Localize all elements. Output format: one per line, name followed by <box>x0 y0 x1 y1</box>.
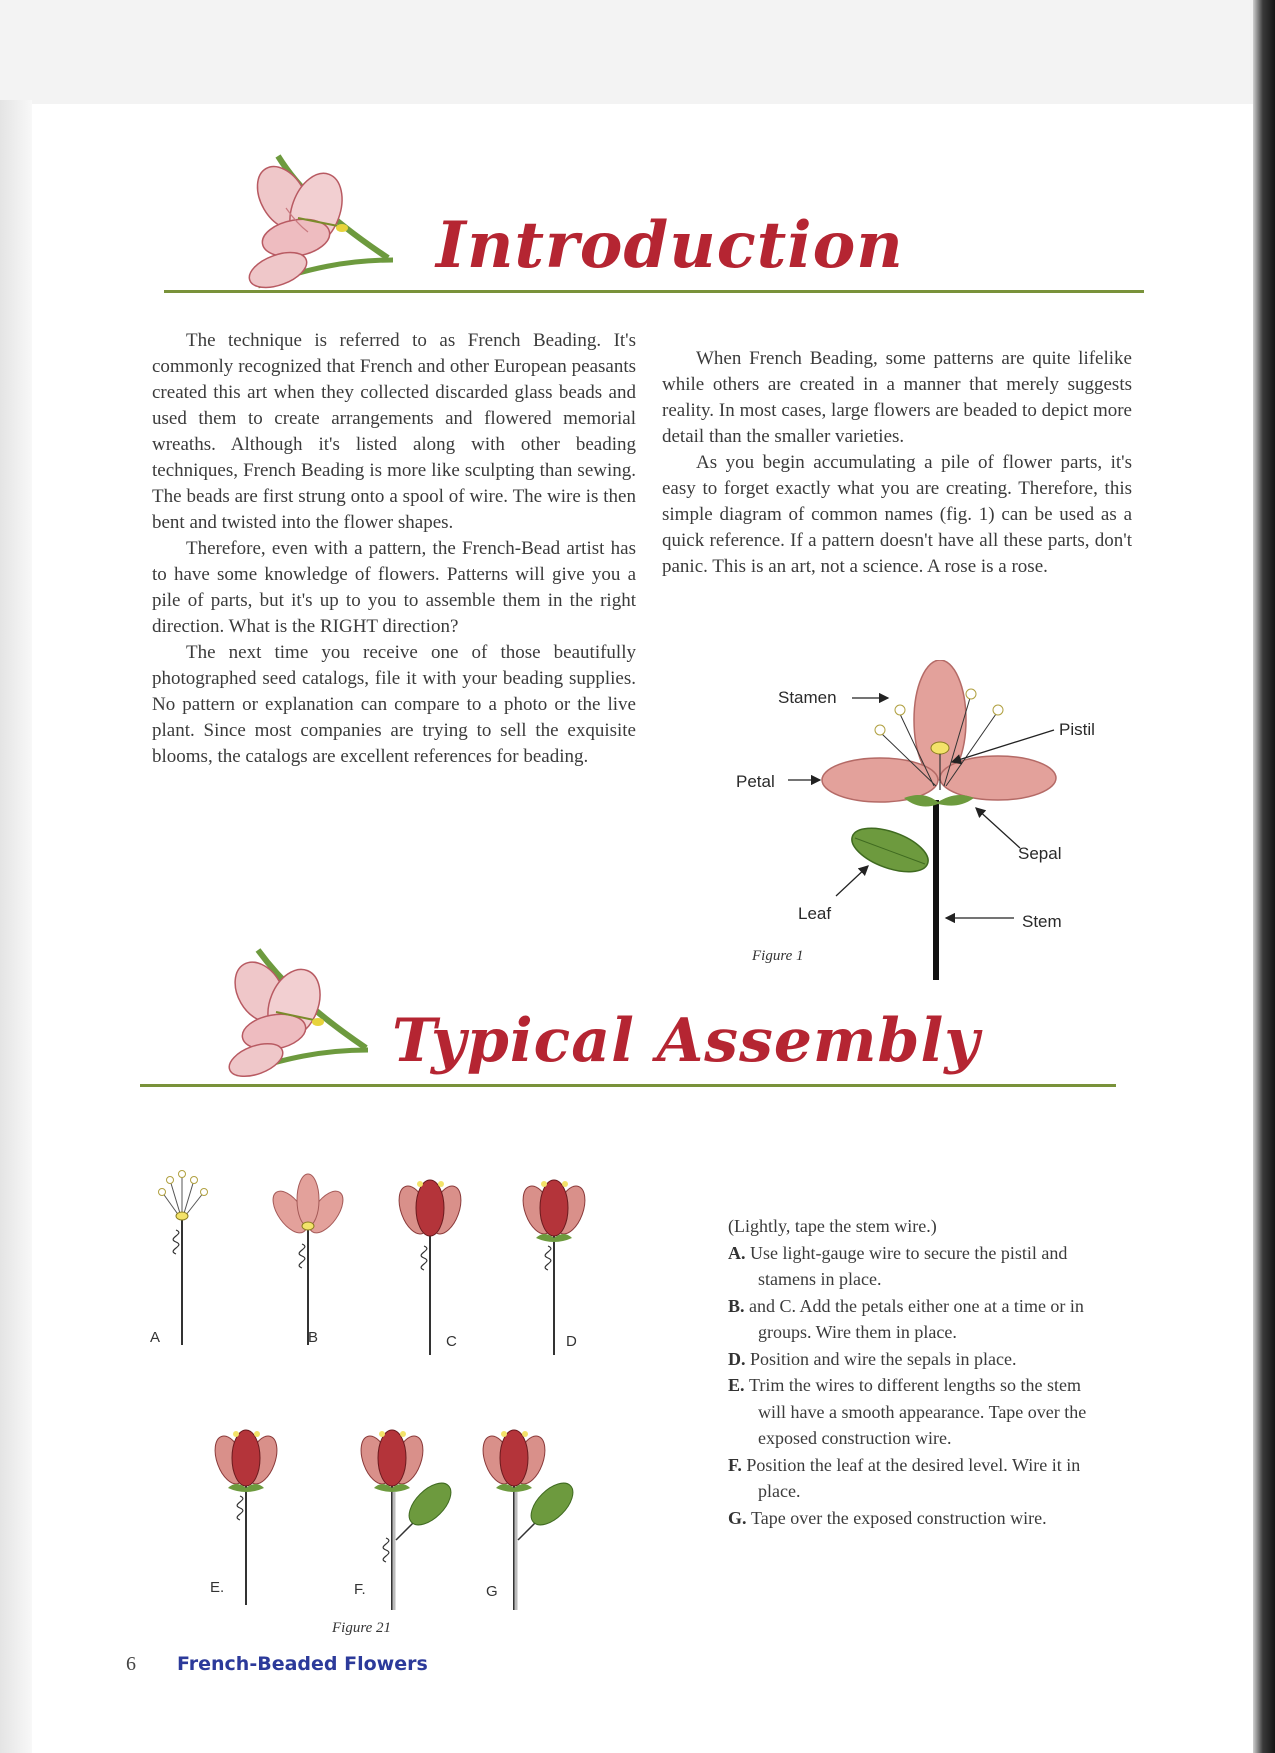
assembly-step <box>728 1505 1108 1532</box>
step-key: A. <box>728 1242 750 1263</box>
stamen-tip <box>522 1431 528 1437</box>
stamen-tip <box>167 1177 174 1184</box>
figure-21-caption: Figure 21 <box>332 1620 392 1636</box>
leaf-shape <box>402 1476 459 1533</box>
intro-paragraph-2: Therefore, even with a pattern, the French-Bead artist has to have some knowledge of flowers. Patterns will give you a pile of parts, but it's up to you to assemble them in the right direction. What is the RIGHT direction? <box>152 538 636 637</box>
stage-label: G <box>486 1583 498 1600</box>
intro-paragraph-4: When French Beading, some patterns are quite lifelike while others are created in a manner that merely suggests reality. In most cases, large flowers are beaded to depict more detail than the smaller varieties. <box>662 348 1132 447</box>
stage-label: B <box>308 1329 319 1346</box>
petal-shape-right <box>940 756 1056 800</box>
step-key: B. <box>728 1295 750 1316</box>
petal-shape <box>416 1180 444 1236</box>
step-text: Tape over the exposed construction wire. <box>751 1507 1047 1528</box>
label-stamen: Stamen <box>778 688 837 707</box>
stamen-tip <box>201 1189 208 1196</box>
step-key: G. <box>728 1507 752 1528</box>
assembly-step <box>728 1346 1108 1373</box>
wire-wrap <box>545 1246 551 1270</box>
stage-label: F. <box>354 1581 366 1598</box>
stamen-tip <box>895 705 905 715</box>
assembly-step <box>728 1452 1108 1505</box>
introduction-rule <box>164 290 1144 293</box>
lily-ornament-icon <box>238 148 398 296</box>
label-leaf: Leaf <box>798 904 832 923</box>
petal-shape <box>540 1180 568 1236</box>
petal-shape <box>378 1430 406 1486</box>
book-title: French-Beaded Flowers <box>177 1653 428 1675</box>
intro-left-column <box>152 328 636 770</box>
stamen-tip <box>501 1431 507 1437</box>
stamen-tip <box>379 1431 385 1437</box>
wire-wrap <box>173 1230 179 1254</box>
pistil-shape <box>176 1212 188 1220</box>
petal-shape <box>297 1174 319 1226</box>
wire-wrap <box>383 1538 389 1562</box>
scan-border-left <box>0 100 32 1753</box>
steps-intro: (Lightly, tape the stem wire.) <box>728 1216 937 1236</box>
stamen-tip <box>191 1177 198 1184</box>
assembly-rule <box>140 1084 1116 1087</box>
pistil-shape <box>302 1222 314 1230</box>
step-text: Use light-gauge wire to secure the pistil and stamens in place. <box>750 1242 1068 1289</box>
petal-shape <box>500 1430 528 1486</box>
intro-right-column <box>662 346 1132 580</box>
scan-border-right <box>1253 0 1275 1753</box>
figure-1-caption: Figure 1 <box>752 948 804 964</box>
step-text: Trim the wires to different lengths so the stem will have a smooth appearance. Tape over the exposed construction wire. <box>749 1375 1087 1448</box>
stamen-tip <box>541 1181 547 1187</box>
stamen-tip <box>254 1431 260 1437</box>
step-text: Position and wire the sepals in place. <box>750 1348 1017 1369</box>
leaf-shape <box>524 1476 581 1533</box>
wire-wrap <box>421 1246 427 1270</box>
stage-label: C <box>446 1333 457 1350</box>
stem-shape <box>933 800 939 980</box>
stage-label: A <box>150 1329 161 1346</box>
label-sepal: Sepal <box>1018 844 1062 863</box>
wire-wrap <box>237 1496 243 1520</box>
introduction-title: Introduction <box>436 208 904 283</box>
step-key: F. <box>728 1454 747 1475</box>
intro-paragraph-1: The technique is referred to as French Beading. It's commonly recognized that French and other European peasants created this art when they collected discarded glass beads and used them to create arrangements and flowered memorial wreaths. Although it's listed along with other beading techniques, French Beading is more like sculpting than sewing. The beads are first strung onto a spool of wire. The wire is then bent and twisted into the flower shapes. <box>152 330 636 533</box>
assembly-step <box>728 1372 1108 1452</box>
assembly-stages-diagram <box>140 1120 660 1620</box>
label-pistil: Pistil <box>1059 720 1095 739</box>
stamen-tip <box>159 1189 166 1196</box>
intro-paragraph-5: As you begin accumulating a pile of flower parts, it's easy to forget exactly what you are creating. Therefore, this simple diagram of common names (fig. 1) can be used as a quick reference. If a pattern doesn't have all these parts, don't panic. This is an art, not a science. A rose is a rose. <box>662 452 1132 577</box>
step-key: D. <box>728 1348 750 1369</box>
pistil-shape <box>931 742 949 754</box>
stamen-tip <box>966 689 976 699</box>
steps-list <box>728 1240 1108 1532</box>
wire-wrap <box>299 1244 305 1268</box>
stamen-tip <box>400 1431 406 1437</box>
label-petal: Petal <box>736 772 775 791</box>
assembly-step <box>728 1240 1108 1293</box>
stamen-tip <box>875 725 885 735</box>
petal-shape <box>232 1430 260 1486</box>
stamen-tip <box>993 705 1003 715</box>
scan-border-top <box>0 0 1275 108</box>
label-stem: Stem <box>1022 912 1062 931</box>
stamen-tip <box>417 1181 423 1187</box>
assembly-step <box>728 1293 1108 1346</box>
assembly-title: Typical Assembly <box>392 1006 981 1076</box>
lily-ornament-icon <box>218 944 368 1084</box>
step-text: Position the leaf at the desired level. Wire it in place. <box>746 1454 1081 1501</box>
intro-paragraph-3: The next time you receive one of those beautifully photographed seed catalogs, file it with your beading supplies. No pattern or explanation can compare to a photo or the live plant. Since most companies are trying to sell the exquisite blooms, the catalogs are excellent references for beading. <box>152 642 636 767</box>
step-text: and C. Add the petals either one at a time or in groups. Wire them in place. <box>749 1295 1084 1342</box>
page-number: 6 <box>126 1653 136 1675</box>
stage-label: E. <box>210 1579 225 1596</box>
stamen-tip <box>438 1181 444 1187</box>
stamen-tip <box>233 1431 239 1437</box>
flower-diagram <box>770 660 1110 980</box>
stage-label: D <box>566 1333 577 1350</box>
assembly-steps <box>728 1213 1108 1531</box>
stamen-tip <box>179 1171 186 1178</box>
step-key: E. <box>728 1375 750 1395</box>
stamen-tip <box>562 1181 568 1187</box>
leaf-shape <box>846 819 933 880</box>
